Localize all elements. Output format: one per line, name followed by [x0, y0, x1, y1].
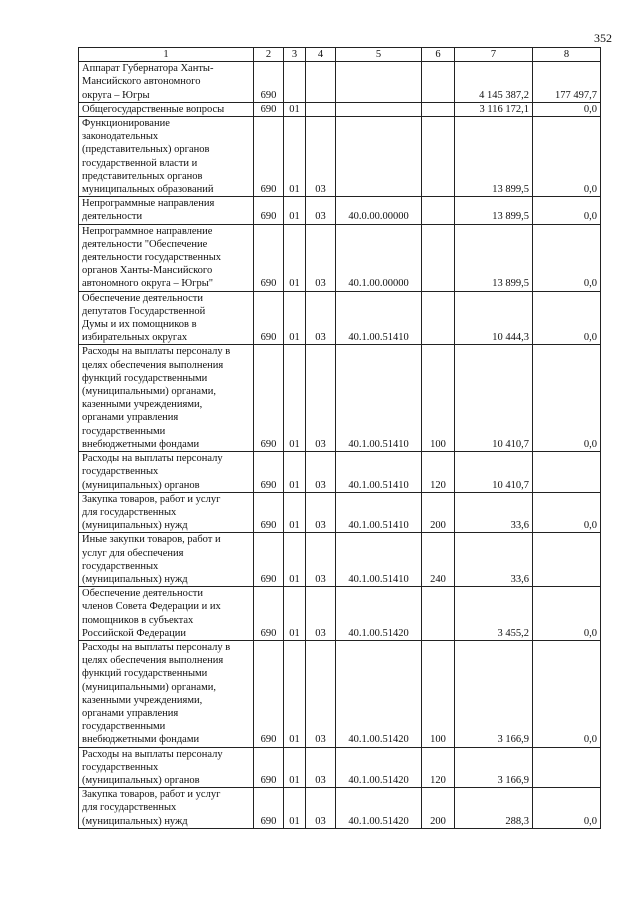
- cell-col-7: 288,3: [455, 788, 533, 829]
- row-name-line: Российской Федерации: [82, 627, 186, 639]
- row-name-cell: [79, 533, 254, 587]
- cell-col-2: 690: [254, 587, 284, 641]
- cell-col-8: 0,0: [533, 197, 601, 224]
- cell-col-3: 01: [284, 640, 306, 747]
- cell-col-8: 0,0: [533, 587, 601, 641]
- row-name-line: целях обеспечения выполнения: [82, 655, 224, 667]
- cell-col-5: [336, 62, 422, 103]
- page-number: 352: [594, 31, 612, 45]
- table-row: [79, 747, 601, 788]
- table-body: [79, 62, 601, 829]
- row-name-line: функций государственными: [82, 668, 208, 680]
- cell-col-5: 40.1.00.51410: [336, 291, 422, 345]
- cell-col-3: 01: [284, 102, 306, 116]
- table-row: [79, 345, 601, 452]
- cell-col-4: 03: [306, 492, 336, 533]
- cell-col-5: 40.1.00.51420: [336, 747, 422, 788]
- cell-col-4: 03: [306, 224, 336, 291]
- row-name-line: Думы и их помощников в: [82, 319, 197, 331]
- row-name-line: деятельности государственных: [82, 252, 222, 264]
- row-name-line: Непрограммные направления: [82, 198, 215, 210]
- cell-col-2: 690: [254, 492, 284, 533]
- row-name-line: внебюджетными фондами: [82, 438, 200, 450]
- cell-col-6: [422, 587, 455, 641]
- cell-col-5: 40.1.00.51410: [336, 533, 422, 587]
- cell-col-6: 200: [422, 788, 455, 829]
- row-name-line: целях обеспечения выполнения: [82, 359, 224, 371]
- column-header: 2: [254, 48, 284, 62]
- table-row: [79, 102, 601, 116]
- cell-col-4: 03: [306, 788, 336, 829]
- column-header: 4: [306, 48, 336, 62]
- table-row: [79, 533, 601, 587]
- row-name-line: государственных: [82, 761, 159, 773]
- cell-col-4: 03: [306, 117, 336, 197]
- row-name-line: Расходы на выплаты персоналу в: [82, 346, 231, 358]
- row-name-cell: [79, 197, 254, 224]
- row-name-line: (муниципальных) органов: [82, 774, 200, 786]
- cell-col-2: 690: [254, 117, 284, 197]
- cell-col-6: [422, 224, 455, 291]
- cell-col-4: 03: [306, 345, 336, 452]
- cell-col-5: 40.1.00.51420: [336, 788, 422, 829]
- cell-col-8: 0,0: [533, 640, 601, 747]
- row-name-line: органами управления: [82, 707, 179, 719]
- row-name-line: Закупка товаров, работ и услуг: [82, 789, 221, 801]
- cell-col-6: [422, 197, 455, 224]
- row-name-cell: [79, 452, 254, 493]
- cell-col-8: 0,0: [533, 291, 601, 345]
- cell-col-8: 0,0: [533, 345, 601, 452]
- cell-col-3: 01: [284, 117, 306, 197]
- cell-col-4: 03: [306, 291, 336, 345]
- row-name-cell: [79, 291, 254, 345]
- cell-col-7: 3 166,9: [455, 640, 533, 747]
- row-name-line: органами управления: [82, 412, 179, 424]
- header-row: [79, 48, 601, 62]
- row-name-line: (представительных) органов: [82, 144, 210, 156]
- cell-col-6: [422, 117, 455, 197]
- row-name-line: представительных органов: [82, 170, 203, 182]
- cell-col-7: 13 899,5: [455, 197, 533, 224]
- row-name-cell: [79, 747, 254, 788]
- cell-col-3: 01: [284, 291, 306, 345]
- row-name-cell: [79, 640, 254, 747]
- cell-col-8: [533, 452, 601, 493]
- cell-col-2: 690: [254, 788, 284, 829]
- row-name-line: (муниципальных) нужд: [82, 573, 188, 585]
- cell-col-7: 10 410,7: [455, 345, 533, 452]
- row-name-cell: [79, 587, 254, 641]
- row-name-line: законодательных: [82, 131, 159, 143]
- table-row: [79, 62, 601, 103]
- row-name-cell: [79, 62, 254, 103]
- cell-col-2: 690: [254, 102, 284, 116]
- table-row: [79, 452, 601, 493]
- cell-col-2: 690: [254, 640, 284, 747]
- cell-col-4: 03: [306, 640, 336, 747]
- cell-col-2: 690: [254, 197, 284, 224]
- row-name-cell: [79, 345, 254, 452]
- row-name-cell: [79, 492, 254, 533]
- cell-col-7: 13 899,5: [455, 224, 533, 291]
- table-row: [79, 291, 601, 345]
- row-name-cell: [79, 224, 254, 291]
- row-name-line: деятельности "Обеспечение: [82, 238, 208, 250]
- cell-col-4: 03: [306, 747, 336, 788]
- row-name-line: Аппарат Губернатора Ханты-: [82, 63, 214, 75]
- column-header: 5: [336, 48, 422, 62]
- cell-col-4: 03: [306, 452, 336, 493]
- cell-col-2: 690: [254, 224, 284, 291]
- cell-col-8: 0,0: [533, 102, 601, 116]
- row-name-line: функций государственными: [82, 372, 208, 384]
- cell-col-6: [422, 102, 455, 116]
- row-name-cell: [79, 102, 254, 116]
- cell-col-3: [284, 62, 306, 103]
- cell-col-6: 200: [422, 492, 455, 533]
- cell-col-5: 40.1.00.51420: [336, 640, 422, 747]
- cell-col-3: 01: [284, 747, 306, 788]
- row-name-line: для государственных: [82, 506, 177, 518]
- cell-col-8: 0,0: [533, 117, 601, 197]
- table-row: [79, 640, 601, 747]
- cell-col-6: 120: [422, 747, 455, 788]
- cell-col-2: 690: [254, 345, 284, 452]
- column-header: 6: [422, 48, 455, 62]
- cell-col-6: [422, 62, 455, 103]
- budget-table: [78, 47, 601, 829]
- row-name-line: (муниципальных) нужд: [82, 520, 188, 532]
- row-name-line: депутатов Государственной: [82, 305, 206, 317]
- cell-col-7: 10 410,7: [455, 452, 533, 493]
- cell-col-4: [306, 102, 336, 116]
- row-name-line: членов Совета Федерации и их: [82, 601, 221, 613]
- column-header: 8: [533, 48, 601, 62]
- cell-col-8: [533, 747, 601, 788]
- row-name-line: помощников в субъектах: [82, 614, 194, 626]
- row-name-line: государственных: [82, 466, 159, 478]
- cell-col-3: 01: [284, 788, 306, 829]
- table-row: [79, 492, 601, 533]
- cell-col-8: [533, 533, 601, 587]
- cell-col-5: 40.1.00.00000: [336, 224, 422, 291]
- table-row: [79, 224, 601, 291]
- cell-col-4: 03: [306, 533, 336, 587]
- row-name-line: автономного округа – Югры": [82, 278, 214, 290]
- cell-col-5: 40.1.00.51410: [336, 492, 422, 533]
- cell-col-3: 01: [284, 224, 306, 291]
- row-name-line: округа – Югры: [82, 89, 150, 101]
- table-row: [79, 197, 601, 224]
- cell-col-7: 3 455,2: [455, 587, 533, 641]
- cell-col-4: [306, 62, 336, 103]
- column-header: 1: [79, 48, 254, 62]
- table-row: [79, 788, 601, 829]
- cell-col-5: 40.0.00.00000: [336, 197, 422, 224]
- row-name-line: органов Ханты-Мансийского: [82, 265, 213, 277]
- cell-col-3: 01: [284, 452, 306, 493]
- row-name-line: Расходы на выплаты персоналу: [82, 748, 223, 760]
- cell-col-7: 3 166,9: [455, 747, 533, 788]
- cell-col-6: [422, 291, 455, 345]
- cell-col-5: [336, 102, 422, 116]
- cell-col-3: 01: [284, 345, 306, 452]
- row-name-line: Закупка товаров, работ и услуг: [82, 493, 221, 505]
- cell-col-8: 0,0: [533, 788, 601, 829]
- row-name-line: Расходы на выплаты персоналу: [82, 453, 223, 465]
- row-name-line: (муниципальными) органами,: [82, 681, 216, 693]
- cell-col-7: 10 444,3: [455, 291, 533, 345]
- row-name-line: Мансийского автономного: [82, 76, 201, 88]
- row-name-line: Общегосударственные вопросы: [82, 103, 225, 115]
- row-name-line: (муниципальными) органами,: [82, 386, 216, 398]
- cell-col-6: 100: [422, 640, 455, 747]
- row-name-line: для государственных: [82, 802, 177, 814]
- row-name-line: Непрограммное направление: [82, 225, 213, 237]
- cell-col-4: 03: [306, 197, 336, 224]
- cell-col-2: 690: [254, 747, 284, 788]
- row-name-cell: [79, 117, 254, 197]
- cell-col-8: 0,0: [533, 492, 601, 533]
- row-name-line: государственными: [82, 721, 166, 733]
- cell-col-5: [336, 117, 422, 197]
- row-name-line: услуг для обеспечения: [82, 547, 184, 559]
- row-name-cell: [79, 788, 254, 829]
- cell-col-2: 690: [254, 533, 284, 587]
- row-name-line: казенными учреждениями,: [82, 399, 203, 411]
- row-name-line: государственной власти и: [82, 157, 198, 169]
- cell-col-4: 03: [306, 587, 336, 641]
- cell-col-7: 13 899,5: [455, 117, 533, 197]
- row-name-line: казенными учреждениями,: [82, 694, 203, 706]
- row-name-line: (муниципальных) нужд: [82, 815, 188, 827]
- cell-col-2: 690: [254, 291, 284, 345]
- row-name-line: Иные закупки товаров, работ и: [82, 534, 221, 546]
- cell-col-3: 01: [284, 197, 306, 224]
- column-header: 7: [455, 48, 533, 62]
- cell-col-6: 100: [422, 345, 455, 452]
- cell-col-8: 0,0: [533, 224, 601, 291]
- row-name-line: Расходы на выплаты персоналу в: [82, 641, 231, 653]
- cell-col-3: 01: [284, 587, 306, 641]
- cell-col-2: 690: [254, 62, 284, 103]
- cell-col-5: 40.1.00.51410: [336, 452, 422, 493]
- cell-col-7: 33,6: [455, 492, 533, 533]
- row-name-line: Обеспечение деятельности: [82, 588, 203, 600]
- row-name-line: Функционирование: [82, 118, 170, 130]
- cell-col-2: 690: [254, 452, 284, 493]
- row-name-line: государственных: [82, 560, 159, 572]
- cell-col-5: 40.1.00.51420: [336, 587, 422, 641]
- row-name-line: избирательных округах: [82, 332, 188, 344]
- cell-col-5: 40.1.00.51410: [336, 345, 422, 452]
- row-name-line: деятельности: [82, 211, 143, 223]
- table-row: [79, 117, 601, 197]
- row-name-line: муниципальных образований: [82, 184, 214, 196]
- row-name-line: государственными: [82, 425, 166, 437]
- column-header: 3: [284, 48, 306, 62]
- cell-col-3: 01: [284, 533, 306, 587]
- cell-col-7: 33,6: [455, 533, 533, 587]
- row-name-line: (муниципальных) органов: [82, 479, 200, 491]
- row-name-line: Обеспечение деятельности: [82, 292, 203, 304]
- cell-col-7: 4 145 387,2: [455, 62, 533, 103]
- cell-col-7: 3 116 172,1: [455, 102, 533, 116]
- cell-col-6: 240: [422, 533, 455, 587]
- cell-col-3: 01: [284, 492, 306, 533]
- cell-col-8: 177 497,7: [533, 62, 601, 103]
- cell-col-6: 120: [422, 452, 455, 493]
- row-name-line: внебюджетными фондами: [82, 734, 200, 746]
- table-row: [79, 587, 601, 641]
